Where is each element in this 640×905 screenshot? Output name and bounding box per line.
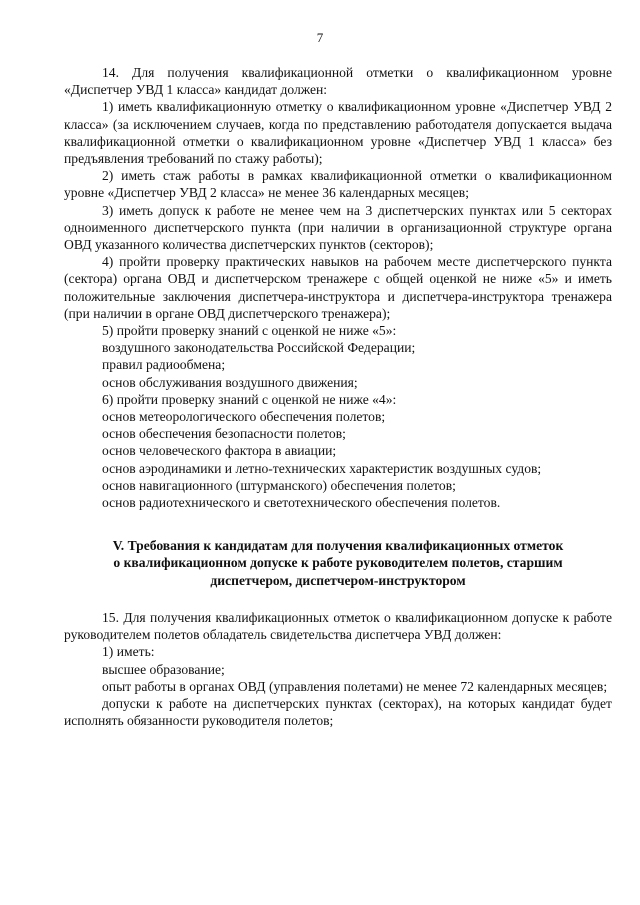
section-14-item-3: 3) иметь допуск к работе не менее чем на 3 диспетчерских пунктах или 5 секторах одноименного диспетчерского пункта (при наличии в организационной структуре органа ОВД указанного количества диспетчерских пунктов (секторов); — [64, 202, 612, 253]
item-6-subject: основ обеспечения безопасности полетов; — [102, 426, 346, 442]
section-v-heading — [64, 537, 612, 589]
page-number: 7 — [316, 30, 324, 45]
section-14-item-6-title: 6) пройти проверку знаний с оценкой не ниже «4»: — [102, 391, 397, 407]
section-14-intro: 14. Для получения квалификационной отметки о квалификационном уровне «Диспетчер УВД 1 класса» кандидат должен: — [64, 65, 612, 98]
item-6-subject: основ радиотехнического и светотехнического обеспечения полетов. — [102, 495, 501, 511]
item-5-subject: основ обслуживания воздушного движения; — [102, 374, 358, 390]
section-v-heading-line: диспетчером, диспетчером-инструктором — [210, 572, 466, 588]
item-6-subject: основ аэродинамики и летно-технических характеристик воздушных судов; — [102, 460, 542, 476]
document-body — [64, 64, 612, 729]
section-15-paragraph: опыт работы в органах ОВД (управления полетами) не менее 72 календарных месяцев; — [102, 678, 608, 694]
section-14-item-5-title: 5) пройти проверку знаний с оценкой не ниже «5»: — [102, 323, 397, 339]
section-v-heading-line: V. Требования к кандидатам для получения квалификационных отметок — [112, 538, 564, 554]
item-6-subject: основ человеческого фактора в авиации; — [102, 443, 337, 459]
item-5-subject: воздушного законодательства Российской Федерации; — [102, 340, 416, 356]
section-15-paragraph: допуски к работе на диспетчерских пунктах (секторах), на которых кандидат будет исполнять обязанности руководителя полетов; — [64, 695, 612, 729]
item-6-subject: основ метеорологического обеспечения полетов; — [102, 409, 386, 425]
section-14-item-4: 4) пройти проверку практических навыков на рабочем месте диспетчерского пункта (сектора) органа ОВД и диспетчерском тренажере с общей оценкой не ниже «5» и иметь положительные заключения диспетчера-инструктора и диспетчера-инструктора тренажера (при наличии в органе ОВД диспетчерского тренажера); — [64, 254, 612, 321]
section-15-intro: 15. Для получения квалификационных отметок о квалификационном допуске к работе руководителем полетов обладатель свидетельства диспетчера УВД должен: — [64, 609, 612, 643]
section-14-item-1: 1) иметь квалификационную отметку о квалификационном уровне «Диспетчер УВД 2 класса» (за исключением случаев, когда по представлению работодателя допускается выдача квалификационной отметки о квалификационном уровне «Диспетчер УВД 1 класса» без предъявления требований по стажу работы); — [64, 99, 612, 167]
section-v-heading-line: о квалификационном допуске к работе руководителем полетов, старшим — [113, 555, 563, 571]
section-15-item-1-title: 1) иметь: — [102, 644, 155, 660]
section-15-item-1-entry: высшее образование; — [102, 661, 225, 677]
item-6-subject: основ навигационного (штурманского) обеспечения полетов; — [102, 477, 456, 493]
section-14-item-2: 2) иметь стаж работы в рамках квалификационной отметки о квалификационном уровне «Диспетчер УВД 2 класса» не менее 36 календарных месяцев; — [64, 168, 612, 201]
item-5-subject: правил радиообмена; — [102, 357, 226, 373]
